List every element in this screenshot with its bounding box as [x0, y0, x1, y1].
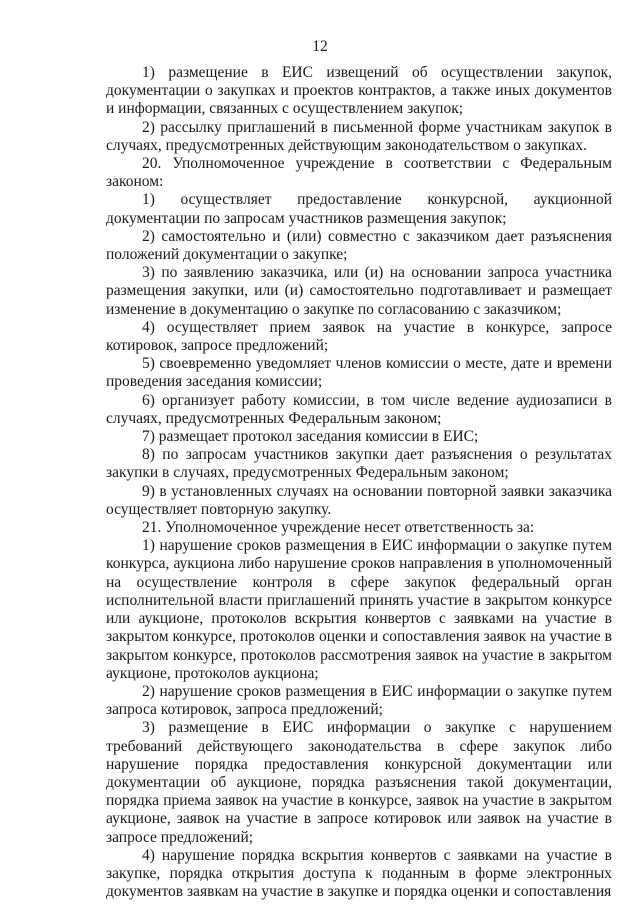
- paragraph: 2) рассылку приглашений в письменной форме участникам закупок в случаях, предусмотренных действующим законодательством о закупках.: [106, 118, 612, 154]
- paragraph: 2) нарушение сроков размещения в ЕИС информации о закупке путем запроса котировок, запроса предложений;: [106, 682, 612, 719]
- paragraph: 1) размещение в ЕИС извещений об осуществлении закупок, документации о закупках и проектов контрактов, а также иных документов и информации, связанных с осуществлением закупок;: [106, 64, 612, 118]
- paragraph: 3) по заявлению заказчика, или (и) на основании запроса участника размещения закупки, или (и) самостоятельно подготавливает и размещает изменение в документацию о закупке по согласованию с заказчиком;: [106, 264, 612, 318]
- paragraph: 5) своевременно уведомляет членов комиссии о месте, дате и времени проведения заседания комиссии;: [106, 355, 612, 391]
- page-number: 12: [312, 38, 328, 55]
- paragraph: 8) по запросам участников закупки дает разъяснения о результатах закупки в случаях, предусмотренных Федеральным законом;: [106, 446, 612, 482]
- paragraph: 2) самостоятельно и (или) совместно с заказчиком дает разъяснения положений документации о закупке;: [106, 227, 612, 264]
- paragraph: 9) в установленных случаях на основании повторной заявки заказчика осуществляет повторную закупку.: [106, 482, 612, 518]
- document-body: [106, 64, 612, 901]
- paragraph: 3) размещение в ЕИС информации о закупке с нарушением требований действующего законодательства в сфере закупок либо нарушение порядка предоставления конкурсной документации или документации об аукционе, порядка разъяснения такой документации, порядка приема заявок на участие в конкурсе, заявок на участие в закрытом аукционе, заявок на участие в запросе котировок или заявок на участие в запросе предложений;: [106, 719, 612, 846]
- section-heading: 20. Уполномоченное учреждение в соответствии с Федеральным законом:: [106, 155, 612, 191]
- paragraph: 4) осуществляет прием заявок на участие в конкурсе, запросе котировок, запросе предложений;: [106, 318, 612, 355]
- paragraph: 7) размещает протокол заседания комиссии в ЕИС;: [142, 428, 479, 446]
- paragraph: 6) организует работу комиссии, в том числе ведение аудиозаписи в случаях, предусмотренных Федеральным законом;: [106, 391, 612, 427]
- paragraph: 1) нарушение сроков размещения в ЕИС информации о закупке путем конкурса, аукциона либо нарушение сроков направления в уполномоченный на осуществление контроля в сфере закупок федеральный орган исполнительной власти приглашений принять участие в закрытом конкурсе или аукционе, протоколов вскрытия конвертов с заявками на участие в закрытом конкурсе, протоколов оценки и сопоставления заявок на участие в закрытом конкурсе, протоколов рассмотрения заявок на участие в закрытом аукционе, протоколов аукциона;: [106, 537, 612, 682]
- paragraph: 4) нарушение порядка вскрытия конвертов с заявками на участие в закупке, порядка открытия доступа к поданным в форме электронных документов заявкам на участие в закупке и порядка оценки и сопоставления: [106, 846, 612, 901]
- section-heading: 21. Уполномоченное учреждение несет ответственность за:: [142, 519, 535, 537]
- paragraph: 1) осуществляет предоставление конкурсной, аукционной документации по запросам участников размещения закупок;: [106, 191, 612, 227]
